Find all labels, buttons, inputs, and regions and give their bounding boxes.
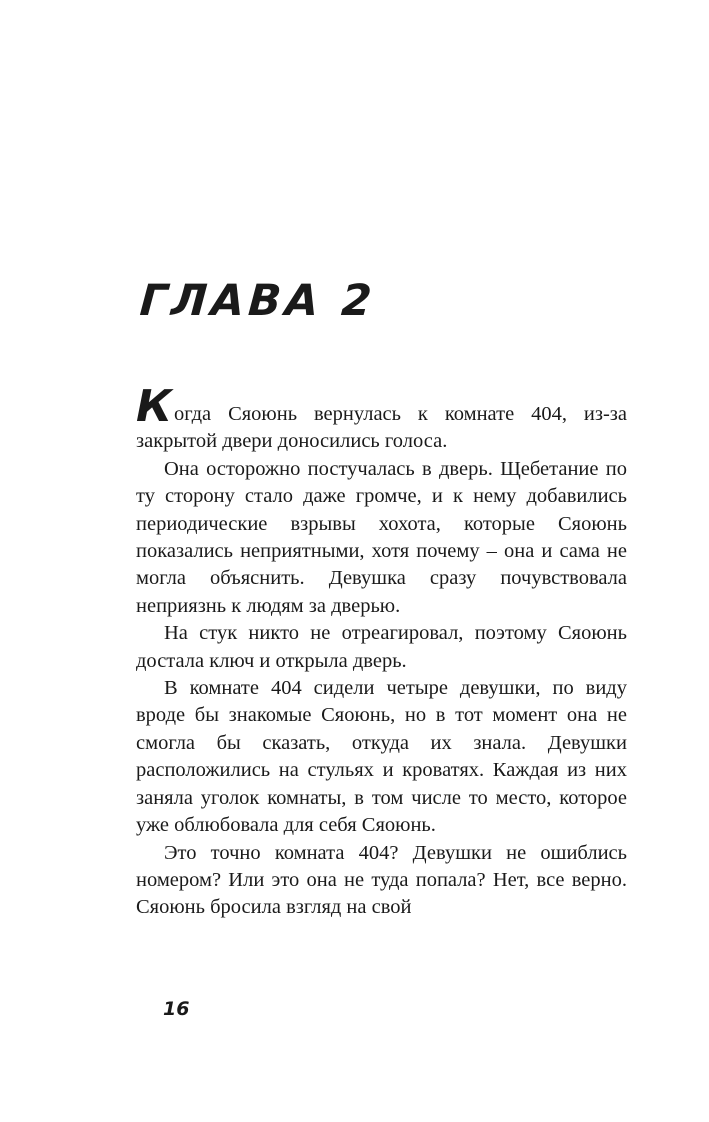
paragraph-2: Она осторожно постучалась в дверь. Щебетание по ту сторону стало даже громче, и к нему добавились периодические взрывы хохота, которые Сяоюнь показались неприятными, хотя почему – она и сама не могла объяснить. Девушка сразу почувствовала неприязнь к людям за дверью.	[136, 457, 627, 617]
paragraph-3: На стук никто не отреагировал, поэтому Сяоюнь достала ключ и открыла дверь.	[136, 622, 627, 672]
drop-cap: К	[136, 381, 172, 432]
page-number: 16	[163, 998, 190, 1020]
paragraph-1-text: огда Сяоюнь вернулась к комнате 404, из-за закрытой двери доносились голоса.	[136, 403, 627, 453]
paragraph-1	[136, 381, 627, 456]
paragraph-4: В комнате 404 сидели четыре девушки, по виду вроде бы знакомые Сяоюнь, но в тот момент она не смогла бы сказать, откуда их знала. Девушки расположились на стульях и кроватях. Каждая из них заняла уголок комнаты, в том числе то место, которое уже облюбовала для себя Сяоюнь.	[136, 677, 627, 837]
paragraph-5: Это точно комната 404? Девушки не ошиблись номером? Или это она не туда попала? Нет, все верно. Сяоюнь бросила взгляд на свой	[136, 841, 627, 919]
body-text	[136, 381, 627, 922]
chapter-title: ГЛАВА 2	[138, 276, 378, 326]
